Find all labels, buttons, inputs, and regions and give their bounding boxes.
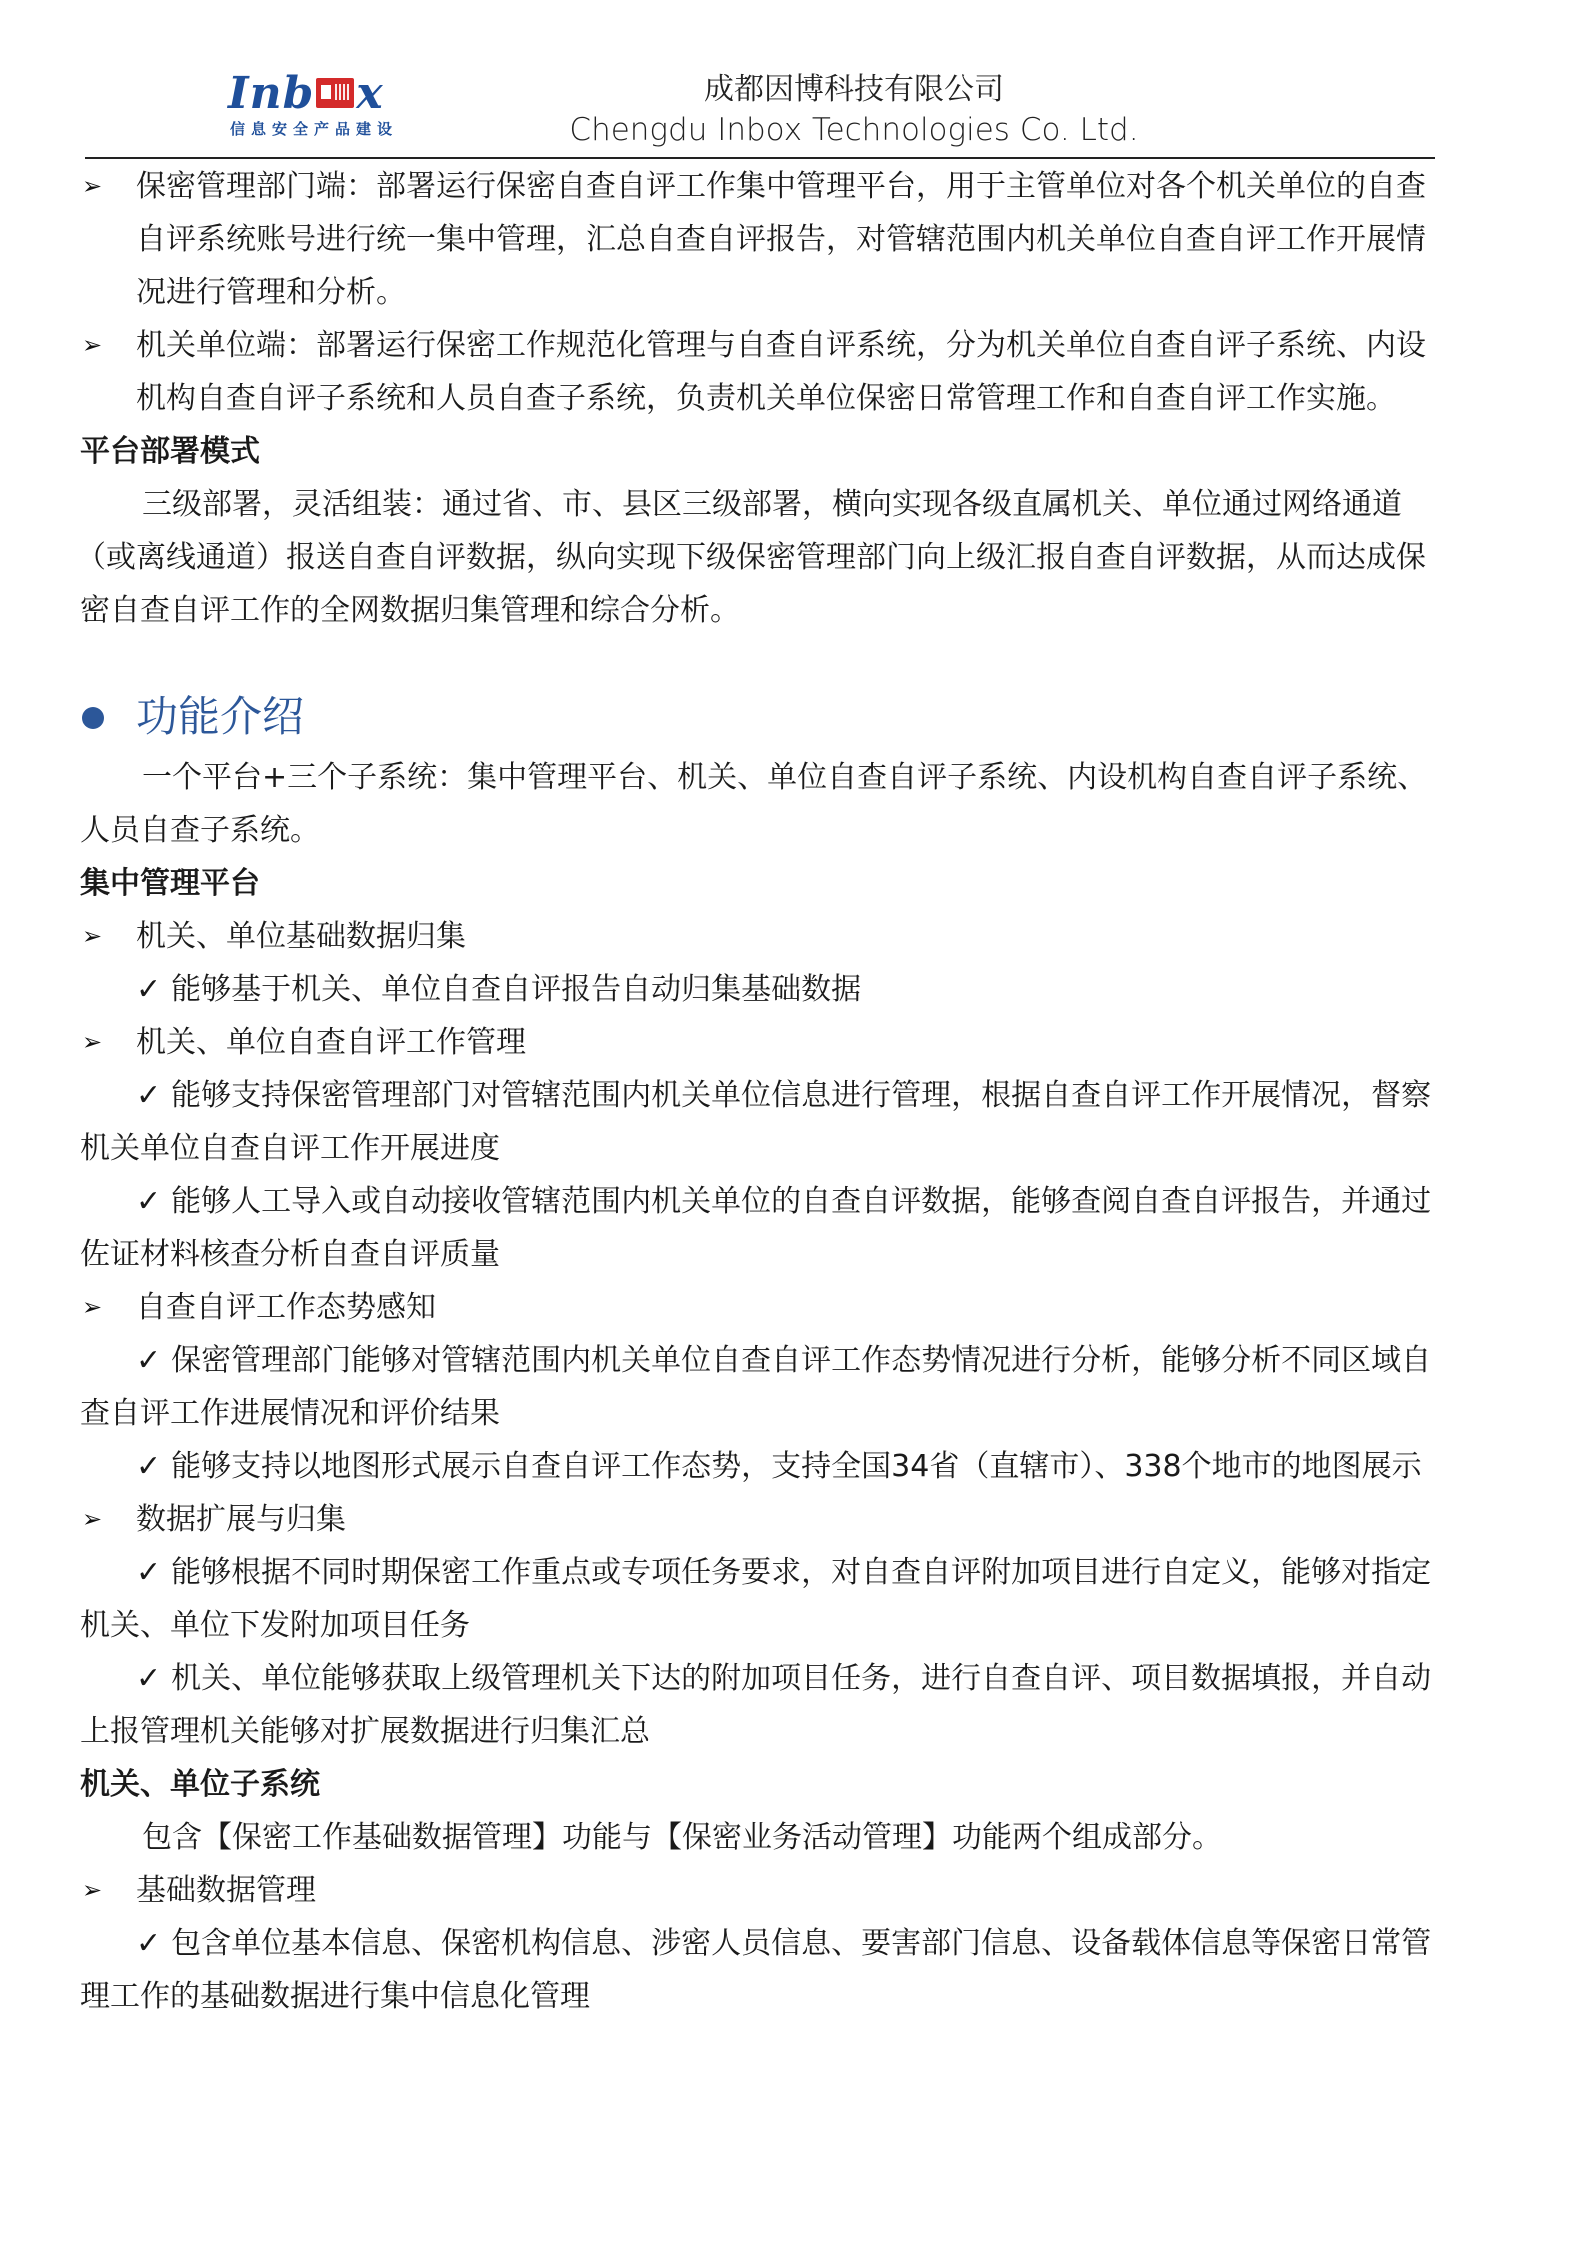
check-icon: ✓ <box>136 1184 162 1219</box>
feature-check: ✓ 能够支持以地图形式展示自查自评工作态势，支持全国34省（直辖市）、338个地市的地图展示 <box>136 1449 1422 1484</box>
unit-subsystem-heading: 机关、单位子系统 <box>80 1767 320 1802</box>
feature-check-continuation: 机关、单位下发附加项目任务 <box>80 1608 470 1643</box>
section-title-features: 功能介绍 <box>80 683 1520 751</box>
deployment-paragraph: （或离线通道）报送自查自评数据，纵向实现下级保密管理部门向上级汇报自查自评数据，从而达成保 <box>76 540 1426 575</box>
feature-check-continuation: 机关单位自查自评工作开展进度 <box>80 1131 500 1166</box>
feature-item: ➢ 自查自评工作态势感知 <box>80 1281 1520 1334</box>
check-icon: ✓ <box>136 1449 162 1484</box>
feature-item: ➢ 基础数据管理 <box>80 1864 1520 1917</box>
check-icon: ✓ <box>136 1343 162 1378</box>
arrow-bullet-icon: ➢ <box>82 331 103 359</box>
page-header <box>0 0 1588 160</box>
logo-wordmark: Inb x <box>228 68 384 119</box>
intro-bullet: ➢ 保密管理部门端：部署运行保密自查自评工作集中管理平台，用于主管单位对各个机关单位的自查 <box>80 160 1520 213</box>
arrow-bullet-icon: ➢ <box>82 922 103 950</box>
feature-item: ➢ 机关、单位基础数据归集 <box>80 910 1520 963</box>
arrow-bullet-icon: ➢ <box>82 1505 103 1533</box>
logo-tagline: 信息安全产品建设 <box>230 120 399 138</box>
feature-check: ✓ 能够支持保密管理部门对管辖范围内机关单位信息进行管理，根据自查自评工作开展情况，督察 <box>136 1078 1432 1113</box>
feature-check: ✓ 保密管理部门能够对管辖范围内机关单位自查自评工作态势情况进行分析，能够分析不同区域自 <box>136 1343 1432 1378</box>
arrow-bullet-icon: ➢ <box>82 1876 103 1904</box>
feature-check-continuation: 理工作的基础数据进行集中信息化管理 <box>80 1979 590 2014</box>
unit-subsystem-intro: 包含【保密工作基础数据管理】功能与【保密业务活动管理】功能两个组成部分。 <box>142 1820 1222 1855</box>
intro-bullet-continuation: 自评系统账号进行统一集中管理，汇总自查自评报告，对管辖范围内机关单位自查自评工作开展情 <box>136 222 1426 257</box>
feature-check: ✓ 能够基于机关、单位自查自评报告自动归集基础数据 <box>136 972 862 1007</box>
feature-check-continuation: 查自评工作进展情况和评价结果 <box>80 1396 500 1431</box>
check-icon: ✓ <box>136 1555 162 1590</box>
arrow-bullet-icon: ➢ <box>82 172 103 200</box>
feature-item: ➢ 数据扩展与归集 <box>80 1493 1520 1546</box>
check-icon: ✓ <box>136 1661 162 1696</box>
central-platform-heading: 集中管理平台 <box>80 866 260 901</box>
header-divider <box>85 157 1435 159</box>
intro-bullet-continuation: 况进行管理和分析。 <box>136 275 406 310</box>
feature-check: ✓ 能够根据不同时期保密工作重点或专项任务要求，对自查自评附加项目进行自定义，能够对指定 <box>136 1555 1432 1590</box>
check-icon: ✓ <box>136 1926 162 1961</box>
check-icon: ✓ <box>136 1078 162 1113</box>
feature-item: ➢ 机关、单位自查自评工作管理 <box>80 1016 1520 1069</box>
features-intro: 一个平台+三个子系统：集中管理平台、机关、单位自查自评子系统、内设机构自查自评子系统、 <box>142 760 1428 795</box>
company-name-cn: 成都因博科技有限公司 <box>704 72 1004 107</box>
circle-bullet-icon <box>82 707 104 729</box>
feature-check: ✓ 能够人工导入或自动接收管辖范围内机关单位的自查自评数据，能够查阅自查自评报告，并通过 <box>136 1184 1432 1219</box>
feature-check-continuation: 佐证材料核查分析自查自评质量 <box>80 1237 500 1272</box>
company-name-en: Chengdu Inbox Technologies Co. Ltd. <box>569 112 1139 148</box>
deployment-heading: 平台部署模式 <box>80 434 260 469</box>
intro-bullet-continuation: 机构自查自评子系统和人员自查子系统，负责机关单位保密日常管理工作和自查自评工作实施。 <box>136 381 1396 416</box>
feature-check-continuation: 上报管理机关能够对扩展数据进行归集汇总 <box>80 1714 650 1749</box>
feature-check: ✓ 机关、单位能够获取上级管理机关下达的附加项目任务，进行自查自评、项目数据填报，并自动 <box>136 1661 1432 1696</box>
document-body <box>76 160 1520 2023</box>
intro-bullet: ➢ 机关单位端：部署运行保密工作规范化管理与自查自评系统，分为机关单位自查自评子系统、内设 <box>80 319 1520 372</box>
features-intro: 人员自查子系统。 <box>80 813 320 848</box>
deployment-paragraph: 密自查自评工作的全网数据归集管理和综合分析。 <box>80 593 740 628</box>
arrow-bullet-icon: ➢ <box>82 1293 103 1321</box>
deployment-paragraph: 三级部署，灵活组装：通过省、市、县区三级部署，横向实现各级直属机关、单位通过网络通道 <box>142 487 1402 522</box>
feature-check: ✓ 包含单位基本信息、保密机构信息、涉密人员信息、要害部门信息、设备载体信息等保密日常管 <box>136 1926 1432 1961</box>
arrow-bullet-icon: ➢ <box>82 1028 103 1056</box>
check-icon: ✓ <box>136 972 162 1007</box>
